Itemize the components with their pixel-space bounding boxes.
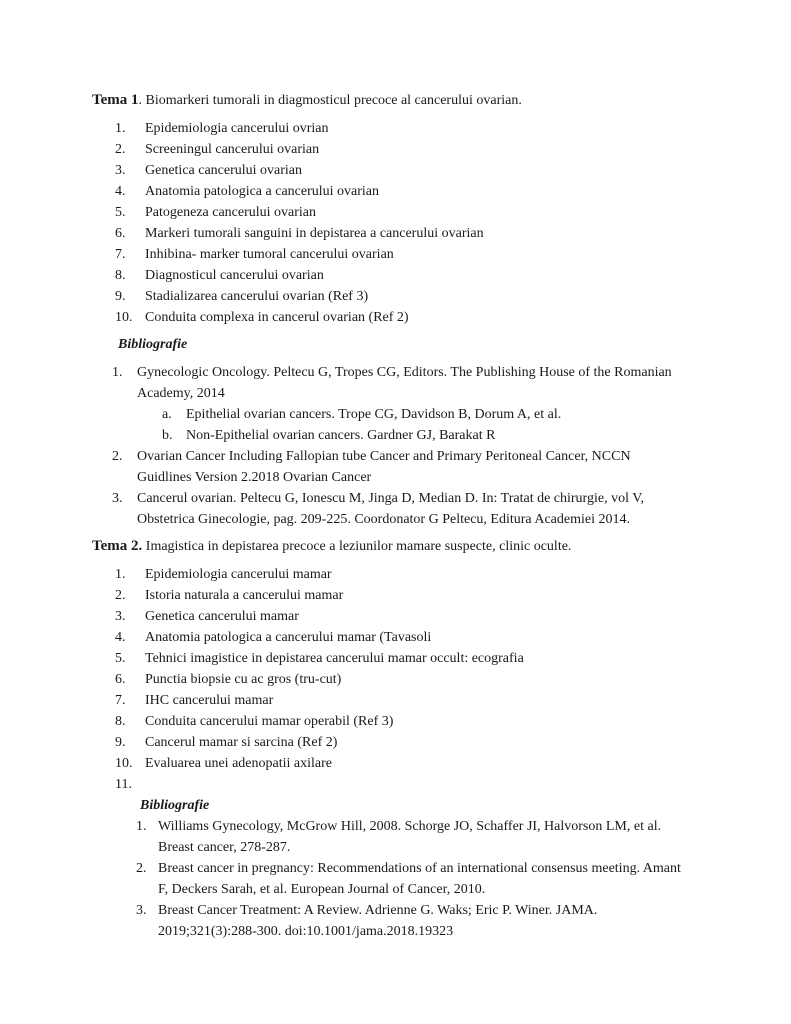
bibliography-sub-item: Epithelial ovarian cancers. Trope CG, Davidson B, Dorum A, et al.: [186, 407, 562, 422]
tema2-heading: [92, 536, 735, 557]
tema2-topic-item: Evaluarea unei adenopatii axilare: [145, 756, 332, 771]
tema1-topic-item: Genetica cancerului ovarian: [145, 163, 303, 178]
tema1-label: Tema 1: [92, 92, 139, 108]
tema1-topic-list: [115, 118, 735, 328]
bibliography-sub-list: [162, 404, 735, 446]
tema2-topic-item: Tehnici imagistice in depistarea cancerului mamar occult: ecografia: [145, 651, 524, 666]
tema2-topic-item: IHC cancerului mamar: [145, 693, 274, 708]
tema2-topic-item: Epidemiologia cancerului mamar: [145, 567, 332, 582]
bibliography-sub-item: Non-Epithelial ovarian cancers. Gardner GJ, Barakat R: [186, 428, 496, 443]
tema2-bibliography-heading: Bibliografie: [140, 798, 210, 813]
entry-line: F, Deckers Sarah, et al. European Journal of Cancer, 2010.: [158, 882, 486, 897]
tema2-bibliography-list: [136, 816, 735, 942]
tema1-topic-item: Markeri tumorali sanguini in depistarea a cancerului ovarian: [145, 226, 484, 241]
tema2-topic-item: Cancerul mamar si sarcina (Ref 2): [145, 735, 338, 750]
tema2-topic-item: Genetica cancerului mamar: [145, 609, 299, 624]
tema1-topic-item: Screeningul cancerului ovarian: [145, 142, 320, 157]
tema2-topic-item: Istoria naturala a cancerului mamar: [145, 588, 344, 603]
tema1-topic-item: Diagnosticul cancerului ovarian: [145, 268, 324, 283]
tema1-bibliography-entry: [112, 362, 735, 446]
tema2-label: Tema 2.: [92, 538, 143, 554]
tema1-bibliography-entry: [112, 446, 735, 488]
tema2-title: Imagistica in depistarea precoce a leziunilor mamare suspecte, clinic oculte.: [142, 539, 572, 554]
entry-line: Williams Gynecology, McGrow Hill, 2008. Schorge JO, Schaffer JI, Halvorson LM, et al.: [158, 819, 662, 834]
entry-line: Academy, 2014: [137, 386, 225, 401]
tema1-heading: [92, 90, 735, 111]
entry-line: Gynecologic Oncology. Peltecu G, Tropes CG, Editors. The Publishing House of the Romanian: [137, 365, 672, 380]
entry-line: Guidlines Version 2.2018 Ovarian Cancer: [137, 470, 372, 485]
tema2-topic-item: Punctia biopsie cu ac gros (tru-cut): [145, 672, 342, 687]
tema1-bibliography-list: [112, 362, 735, 530]
entry-line: 2019;321(3):288-300. doi:10.1001/jama.2018.19323: [158, 924, 454, 939]
tema2-topic-item: [115, 774, 735, 795]
tema2-section: [92, 536, 735, 942]
tema2-bibliography-entry: [136, 816, 735, 858]
tema1-topic-item: Anatomia patologica a cancerului ovarian: [145, 184, 380, 199]
entry-line: Breast Cancer Treatment: A Review. Adrienne G. Waks; Eric P. Winer. JAMA.: [158, 903, 598, 918]
entry-line: Cancerul ovarian. Peltecu G, Ionescu M, Jinga D, Median D. In: Tratat de chirurgie, vol V,: [137, 491, 645, 506]
tema2-bibliography-entry: [136, 858, 735, 900]
tema1-topic-item: Stadializarea cancerului ovarian (Ref 3): [145, 289, 369, 304]
entry-line: Breast cancer, 278-287.: [158, 840, 291, 855]
tema1-topic-item: Epidemiologia cancerului ovrian: [145, 121, 329, 136]
entry-line: Obstetrica Ginecologie, pag. 209-225. Coordonator G Peltecu, Editura Academiei 2014.: [137, 512, 630, 527]
tema2-topic-list: [115, 564, 735, 795]
tema2-topic-item: Conduita cancerului mamar operabil (Ref 3): [145, 714, 394, 729]
entry-line: Ovarian Cancer Including Fallopian tube Cancer and Primary Peritoneal Cancer, NCCN: [137, 449, 631, 464]
tema1-bibliography-entry: [112, 488, 735, 530]
tema1-topic-item: Conduita complexa in cancerul ovarian (Ref 2): [145, 310, 409, 325]
tema1-bibliography-heading: Bibliografie: [118, 337, 188, 352]
tema1-title: . Biomarkeri tumorali in diagmosticul precoce al cancerului ovarian.: [138, 93, 522, 108]
tema1-topic-item: Patogeneza cancerului ovarian: [145, 205, 317, 220]
entry-line: Breast cancer in pregnancy: Recommendations of an international consensus meeting. Amant: [158, 861, 681, 876]
tema1-section: [92, 90, 735, 530]
tema1-topic-item: Inhibina- marker tumoral cancerului ovarian: [145, 247, 394, 262]
tema2-bibliography-entry: [136, 900, 735, 942]
tema2-topic-item: Anatomia patologica a cancerului mamar (Tavasoli: [145, 630, 432, 645]
